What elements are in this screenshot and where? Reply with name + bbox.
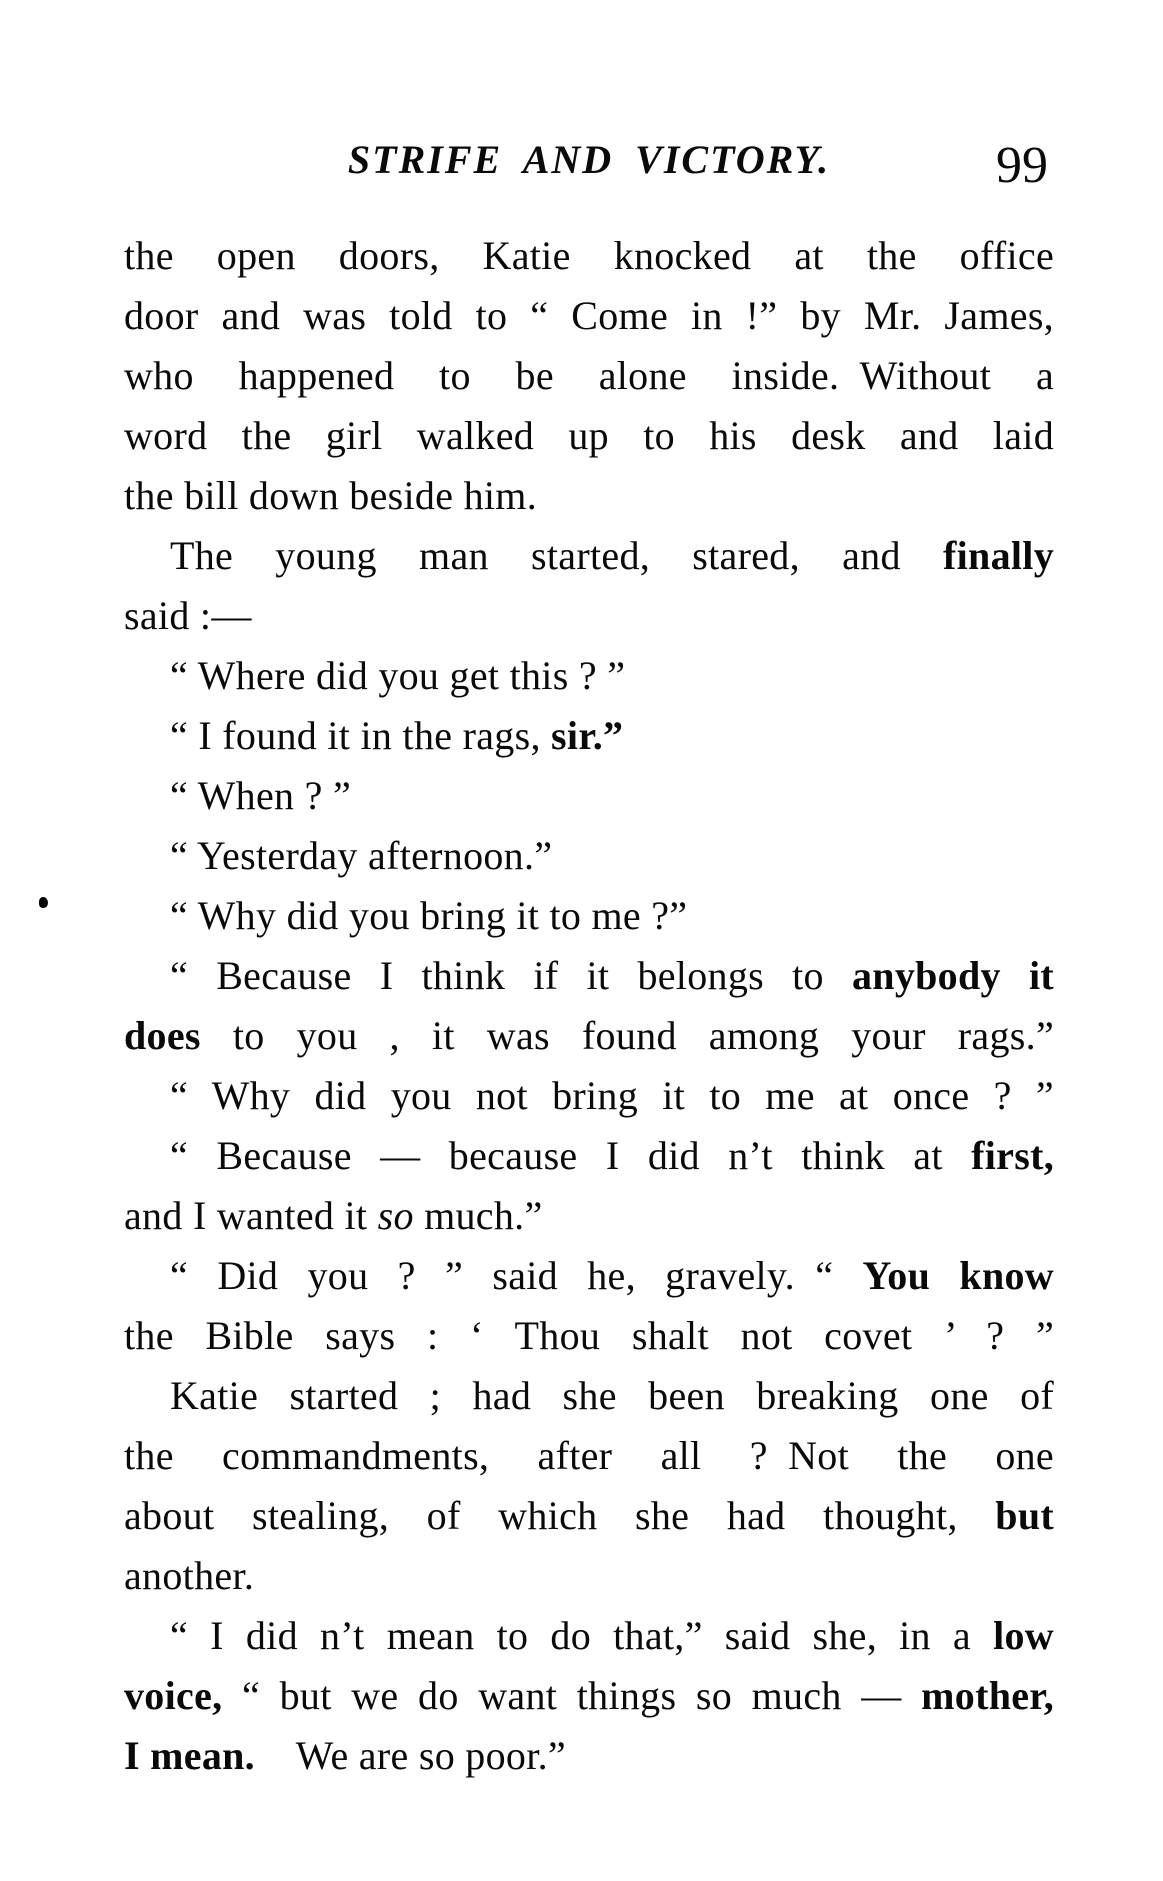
text: and I wanted it	[124, 1193, 378, 1238]
text: Katie started ; had she been breaking one of	[170, 1373, 1054, 1418]
text-line	[124, 1066, 1054, 1126]
text-line	[124, 1306, 1054, 1366]
text-line	[124, 586, 1054, 646]
bold-text: does	[124, 1013, 201, 1058]
text: the open doors, Katie knocked at the office	[124, 233, 1054, 278]
text: The young man started, stared, and	[170, 533, 943, 578]
text-line	[124, 1006, 1054, 1066]
text-line	[124, 466, 1054, 526]
bold-text: You know	[862, 1253, 1054, 1298]
text-line	[124, 1666, 1054, 1726]
text: “ Why did you bring it to me ?”	[170, 893, 688, 938]
text: “ Yesterday afternoon.”	[170, 833, 553, 878]
text: “ Because I think if it belongs to	[170, 953, 852, 998]
bold-text: low	[993, 1613, 1054, 1658]
text: “ but we do want things so much —	[222, 1673, 922, 1718]
text-block	[124, 226, 1054, 1786]
text-line	[124, 526, 1054, 586]
bold-text: first,	[971, 1133, 1054, 1178]
bold-text: sir.”	[551, 713, 624, 758]
text-line	[124, 286, 1054, 346]
italic-text: so	[377, 1193, 414, 1238]
bold-text: mother,	[921, 1673, 1054, 1718]
bold-text: anybody it	[851, 953, 1054, 998]
text-line	[124, 1126, 1054, 1186]
text: door and was told to “ Come in !” by Mr. James,	[124, 293, 1054, 338]
text: “ Because — because I did n’t think at	[170, 1133, 972, 1178]
bold-text: but	[995, 1493, 1054, 1538]
text: about stealing, of which she had thought,	[124, 1493, 996, 1538]
text: “ Where did you get this ? ”	[170, 653, 626, 698]
text-line	[124, 1426, 1054, 1486]
text-line	[124, 886, 1054, 946]
text: “ I found it in the rags,	[170, 713, 552, 758]
text: the bill down beside him.	[124, 473, 538, 518]
text: word the girl walked up to his desk and laid	[124, 413, 1054, 458]
text-line	[124, 1546, 1054, 1606]
text-line	[124, 1186, 1054, 1246]
text: who happened to be alone inside. Without a	[124, 353, 1054, 398]
text: the Bible says : ‘ Thou shalt not covet ’ ? ”	[124, 1313, 1054, 1358]
text-line	[124, 646, 1054, 706]
page-number: 99	[996, 137, 1048, 194]
text: much.”	[413, 1193, 543, 1238]
bold-text: voice,	[124, 1673, 223, 1718]
text: another.	[124, 1553, 255, 1598]
text-line	[124, 1486, 1054, 1546]
text-line	[124, 346, 1054, 406]
text-line	[124, 406, 1054, 466]
text-line	[124, 706, 1054, 766]
text: “ Did you ? ” said he, gravely. “	[170, 1253, 863, 1298]
bold-text: finally	[942, 533, 1054, 578]
ink-speck-artifact	[39, 897, 48, 908]
bold-text: I mean.	[124, 1733, 255, 1778]
text-line	[124, 1606, 1054, 1666]
text: We are so poor.”	[255, 1733, 566, 1778]
text-line	[124, 226, 1054, 286]
text: the commandments, after all ? Not the one	[124, 1433, 1054, 1478]
text-line	[124, 826, 1054, 886]
text-line	[124, 1366, 1054, 1426]
text: said :—	[124, 593, 252, 638]
running-title: STRIFE AND VICTORY.	[347, 137, 831, 182]
text: “ Why did you not bring it to me at once ? ”	[170, 1073, 1054, 1118]
page-header	[124, 136, 1054, 198]
text-line	[124, 946, 1054, 1006]
text-line	[124, 766, 1054, 826]
text: “ When ? ”	[170, 773, 352, 818]
text-line	[124, 1726, 1054, 1786]
text: “ I did n’t mean to do that,” said she, in a	[170, 1613, 994, 1658]
text: to you , it was found among your rags.”	[200, 1013, 1054, 1058]
text-line	[124, 1246, 1054, 1306]
